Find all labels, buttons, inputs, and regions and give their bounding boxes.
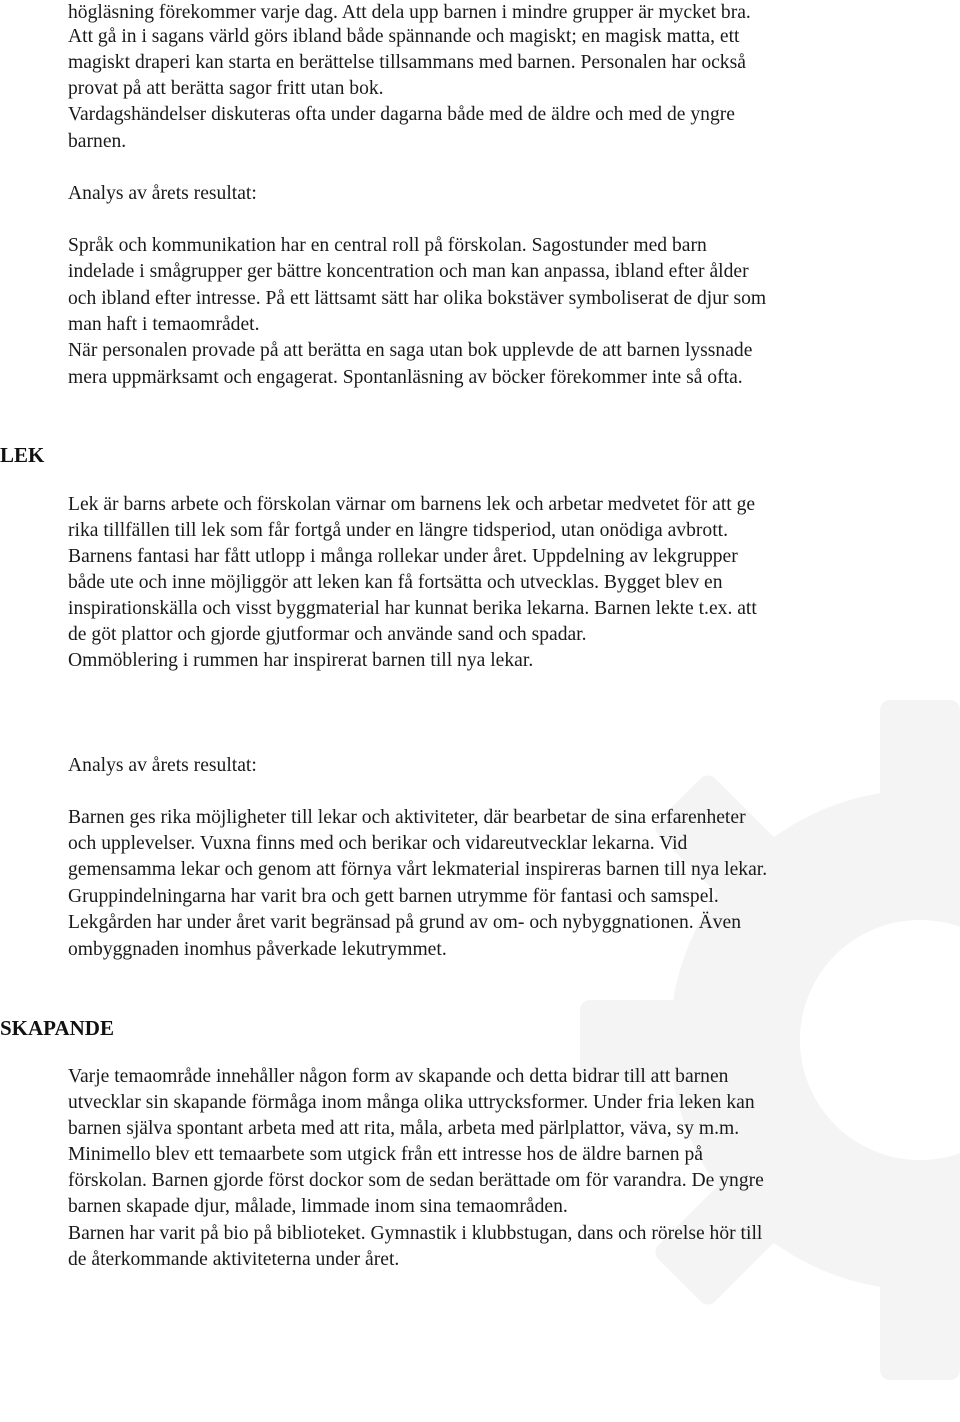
body-line: utvecklar sin skapande förmåga inom många olika uttrycksformer. Under fria leken kan bbox=[68, 1092, 755, 1113]
body-line: Lek är barns arbete och förskolan värnar om barnens lek och arbetar medvetet för att ge bbox=[68, 494, 756, 515]
body-line: rika tillfällen till lek som får fortgå under en längre tidsperiod, utan onödiga avbrott. bbox=[68, 520, 729, 541]
body-line: gemensamma lekar och genom att förnya vårt lekmaterial inspireras barnen till nya lekar. bbox=[68, 859, 768, 880]
body-line: man haft i temaområdet. bbox=[68, 314, 260, 335]
body-line: Att gå in i sagans värld görs ibland både spännande och magiskt; en magisk matta, ett bbox=[68, 26, 740, 47]
body-line: mera uppmärksamt och engagerat. Spontanläsning av böcker förekommer inte så ofta. bbox=[68, 367, 743, 388]
body-line: ombyggnaden inomhus påverkade lekutrymmet. bbox=[68, 939, 447, 960]
gear-icon bbox=[560, 660, 960, 1420]
body-line: indelade i smågrupper ger bättre koncentration och man kan anpassa, ibland efter ålder bbox=[68, 261, 749, 282]
body-line: barnen skapade djur, målade, limmade inom sina temaområden. bbox=[68, 1196, 568, 1217]
body-line: barnen. bbox=[68, 131, 127, 152]
body-line: När personalen provade på att berätta en saga utan bok upplevde de att barnen lyssnade bbox=[68, 340, 753, 361]
body-line: både ute och inne möjliggör att leken kan få fortsätta och utvecklas. Bygget blev en bbox=[68, 572, 723, 593]
body-line: Lekgården har under året varit begränsad på grund av om- och nybyggnationen. Även bbox=[68, 912, 742, 933]
body-line: Ommöblering i rummen har inspirerat barnen till nya lekar. bbox=[68, 650, 534, 671]
body-line: Minimello blev ett temaarbete som utgick från ett intresse hos de äldre barnen på bbox=[68, 1144, 703, 1165]
body-line: Gruppindelningarna har varit bra och gett barnen utrymme för fantasi och samspel. bbox=[68, 886, 719, 907]
body-line: de göt plattor och gjorde gjutformar och använde sand och spadar. bbox=[68, 624, 587, 645]
body-line: Barnen ges rika möjligheter till lekar och aktiviteter, där bearbetar de sina erfarenheter bbox=[68, 807, 746, 828]
body-line: de återkommande aktiviteterna under året. bbox=[68, 1249, 400, 1270]
body-line: och ibland efter intresse. På ett lättsamt sätt har olika bokstäver symboliserat de djur som bbox=[68, 288, 767, 309]
body-line: Barnens fantasi har fått utlopp i många rollekar under året. Uppdelning av lekgrupper bbox=[68, 546, 738, 567]
body-line: inspirationskälla och visst byggmaterial har kunnat berika lekarna. Barnen lekte t.ex. att bbox=[68, 598, 757, 619]
analysis-label: Analys av årets resultat: bbox=[68, 183, 257, 204]
body-line: Språk och kommunikation har en central roll på förskolan. Sagostunder med barn bbox=[68, 235, 707, 256]
body-line: Barnen har varit på bio på biblioteket. Gymnastik i klubbstugan, dans och rörelse hör till bbox=[68, 1223, 763, 1244]
body-line: förskolan. Barnen gjorde först dockor som de sedan berättade om för varandra. De yngre bbox=[68, 1170, 764, 1191]
body-line: Varje temaområde innehåller någon form av skapande och detta bidrar till att barnen bbox=[68, 1066, 729, 1087]
section-heading-skapande: SKAPANDE bbox=[0, 1016, 114, 1040]
body-line: Vardagshändelser diskuteras ofta under dagarna både med de äldre och med de yngre bbox=[68, 104, 735, 125]
body-line: högläsning förekommer varje dag. Att dela upp barnen i mindre grupper är mycket bra. bbox=[68, 2, 751, 23]
body-line: barnen själva spontant arbeta med att rita, måla, arbeta med pärlplattor, väva, sy m.m. bbox=[68, 1118, 740, 1139]
body-line: magiskt draperi kan starta en berättelse tillsammans med barnen. Personalen har också bbox=[68, 52, 746, 73]
body-line: provat på att berätta sagor fritt utan bok. bbox=[68, 78, 384, 99]
section-heading-lek: LEK bbox=[0, 443, 45, 467]
analysis-label: Analys av årets resultat: bbox=[68, 755, 257, 776]
body-line: och upplevelser. Vuxna finns med och berikar och vidareutvecklar lekarna. Vid bbox=[68, 833, 688, 854]
